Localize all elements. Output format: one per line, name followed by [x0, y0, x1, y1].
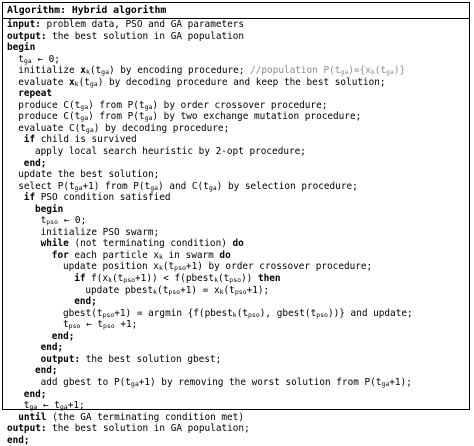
code-line	[7, 134, 469, 146]
code-text: the best solution in GA population	[46, 30, 245, 42]
code-subscript: k	[159, 252, 163, 261]
code-text: ))	[241, 273, 258, 285]
code-text: gbest(t	[63, 307, 103, 319]
code-subscript: ga	[59, 403, 68, 412]
code-line	[7, 19, 469, 31]
code-subscript: pso	[102, 310, 115, 319]
code-text: +1) by order crossover procedure;	[185, 261, 373, 273]
code-keyword: end;	[40, 342, 64, 354]
code-text: t	[23, 400, 30, 412]
code-text: +1) = x	[180, 284, 220, 296]
code-subscript: k	[158, 264, 163, 273]
code-text: (the GA terminating condition met)	[46, 411, 244, 423]
code-subscript: ga	[74, 183, 83, 192]
code-comment: )}	[393, 65, 406, 77]
code-text: ) by decoding procedure and keep the best solution;	[97, 76, 386, 88]
code-keyword: output:	[40, 353, 81, 365]
code-text: the best solution in GA population;	[46, 423, 250, 435]
code-text: initialize PSO swarm;	[40, 226, 160, 238]
code-text: ), gbest(t	[259, 307, 317, 319]
code-text: ← 0;	[31, 53, 60, 65]
code-line	[7, 31, 469, 43]
code-text: t	[40, 215, 47, 227]
code-text: problem data, PSO and GA parameters	[40, 19, 245, 30]
code-line	[7, 215, 469, 227]
code-text: ) by order crossover procedure;	[152, 99, 328, 111]
code-comment: //population P(t	[250, 65, 341, 77]
code-subscript: pso	[168, 287, 181, 296]
code-keyword: end;	[7, 434, 30, 446]
code-text: (t	[89, 65, 102, 77]
code-text: update pbest	[85, 284, 154, 296]
code-subscript: ga	[29, 403, 38, 412]
code-text: update the best solution;	[18, 169, 160, 181]
code-text: ) and C(t	[158, 180, 209, 192]
code-keyword: if	[23, 192, 36, 204]
code-text: child is survived	[35, 134, 137, 146]
code-text: (not terminating condition)	[68, 238, 233, 250]
pseudocode-body	[3, 19, 469, 446]
code-keyword: x	[80, 65, 86, 77]
code-text: +1)) < f(pbest	[135, 273, 215, 285]
code-comment: ga	[340, 68, 349, 77]
code-line	[7, 308, 469, 320]
code-text: +1;	[67, 400, 85, 412]
code-subscript: ga	[85, 125, 94, 134]
code-keyword: end;	[23, 157, 47, 169]
code-text: ) by encoding procedure;	[108, 65, 251, 77]
code-keyword: for	[51, 249, 69, 261]
code-line	[7, 377, 469, 389]
code-text: t	[63, 319, 69, 331]
code-keyword: output:	[7, 423, 47, 435]
code-text: produce C(t	[18, 111, 81, 123]
code-text: ) by two exchange mutation procedure;	[152, 111, 362, 123]
code-keyword: while	[40, 238, 69, 250]
code-line	[7, 296, 469, 308]
code-subscript: k	[219, 287, 224, 296]
code-line	[7, 169, 469, 181]
code-subscript: ga	[101, 68, 109, 77]
code-line	[7, 88, 469, 100]
code-subscript: ga	[89, 79, 98, 88]
code-text: (t	[157, 284, 169, 296]
code-text: PSO condition satisfied	[35, 192, 171, 204]
code-text: (t	[223, 284, 235, 296]
code-comment: ga	[386, 68, 394, 77]
code-line	[7, 146, 469, 158]
code-text: in swarm	[162, 249, 220, 261]
code-comment: (t	[374, 65, 387, 77]
code-text: initialize	[18, 65, 81, 77]
code-line	[7, 250, 469, 262]
code-line	[7, 123, 469, 135]
code-keyword: until	[18, 411, 47, 423]
code-subscript: pso	[174, 264, 186, 273]
code-text: ← t	[37, 400, 60, 412]
code-subscript: ga	[130, 379, 139, 388]
code-line	[7, 389, 469, 401]
code-keyword: output:	[7, 30, 47, 42]
code-line	[7, 238, 469, 250]
code-comment: k	[370, 68, 375, 77]
code-comment: )={x	[348, 65, 371, 77]
code-keyword: if	[23, 134, 36, 146]
code-text: f(x	[85, 273, 109, 285]
code-subscript: pso	[229, 276, 242, 285]
code-subscript: k	[214, 276, 218, 285]
code-subscript: ga	[144, 102, 153, 111]
code-line	[7, 111, 469, 123]
code-keyword: input:	[7, 19, 41, 30]
code-text: t	[18, 53, 24, 65]
code-text: ) from P(t	[88, 111, 145, 123]
code-text: +1;	[114, 319, 138, 331]
code-subscript: ga	[144, 114, 153, 123]
code-text: (t	[111, 273, 124, 285]
code-text: +1) by removing the worst solution from P(t	[138, 376, 382, 388]
code-subscript: k	[85, 68, 90, 77]
code-keyword: if	[74, 273, 86, 285]
code-keyword: begin	[7, 42, 36, 54]
code-line	[7, 319, 469, 331]
code-text: ) from P(t	[88, 99, 145, 111]
code-text: apply local search heuristic by 2-opt procedure;	[35, 146, 306, 158]
code-subscript: pso	[102, 322, 115, 331]
code-subscript: k	[232, 310, 237, 319]
code-subscript: ga	[150, 183, 159, 192]
code-keyword: end;	[51, 330, 75, 342]
code-subscript: pso	[234, 287, 247, 296]
code-text: (t	[78, 76, 90, 88]
code-subscript: pso	[316, 310, 328, 319]
code-line	[7, 42, 469, 54]
code-text: evaluate C(t	[18, 122, 86, 134]
code-text: (t	[217, 273, 230, 285]
code-text: the best solution gbest;	[80, 353, 222, 365]
code-subscript: ga	[381, 379, 390, 388]
code-text: ))} and update;	[327, 307, 413, 319]
code-subscript: pso	[68, 322, 81, 331]
code-subscript: pso	[248, 310, 260, 319]
code-keyword: begin	[35, 203, 64, 215]
code-keyword: repeat	[18, 88, 53, 100]
code-line	[7, 261, 469, 273]
code-text: (t	[162, 261, 175, 273]
code-text: update position x	[63, 261, 159, 273]
algorithm-box	[2, 2, 470, 446]
code-line	[7, 227, 469, 239]
code-line	[7, 65, 469, 77]
code-text: ← 0;	[58, 215, 87, 227]
code-keyword: do	[219, 249, 231, 261]
code-line	[7, 204, 469, 216]
code-text: +1) = argmin {f(pbest	[114, 307, 233, 319]
code-line	[7, 77, 469, 89]
code-text: (t	[236, 307, 249, 319]
code-text: add gbest to P(t	[40, 376, 131, 388]
code-text: +1);	[246, 284, 270, 296]
code-line	[7, 181, 469, 193]
code-text: each particle x	[68, 249, 160, 261]
code-keyword: do	[232, 238, 244, 250]
code-keyword: end;	[74, 296, 97, 308]
code-line	[7, 365, 469, 377]
code-subscript: ga	[208, 183, 217, 192]
code-line	[7, 400, 469, 412]
code-subscript: k	[153, 287, 158, 296]
code-keyword: end;	[23, 388, 47, 400]
code-subscript: k	[74, 79, 79, 88]
code-line	[7, 54, 469, 66]
code-subscript: pso	[123, 276, 136, 285]
code-text: ) by decoding procedure;	[93, 122, 230, 134]
code-line	[7, 192, 469, 204]
code-keyword: x	[69, 76, 75, 88]
code-line	[7, 285, 469, 297]
code-text: +1) from P(t	[82, 180, 151, 192]
code-subscript: ga	[23, 56, 32, 65]
code-line	[7, 331, 469, 343]
code-text: select P(t	[18, 180, 75, 192]
code-subscript: ga	[80, 102, 89, 111]
code-text: produce C(t	[18, 99, 81, 111]
code-line	[7, 423, 469, 435]
code-keyword: then	[257, 273, 281, 285]
code-text: ) by selection procedure;	[216, 180, 358, 192]
code-line	[7, 354, 469, 366]
code-subscript: ga	[80, 114, 89, 123]
code-line	[7, 435, 469, 446]
code-text: ← t	[80, 319, 103, 331]
code-text: evaluate	[18, 76, 69, 88]
code-line	[7, 342, 469, 354]
code-text: +1);	[389, 376, 412, 388]
code-subscript: pso	[46, 218, 58, 227]
code-keyword: end;	[35, 365, 58, 377]
code-line	[7, 273, 469, 285]
algorithm-title: Algorithm: Hybrid algorithm	[3, 3, 469, 19]
code-subscript: k	[108, 276, 112, 285]
code-line	[7, 100, 469, 112]
code-line	[7, 158, 469, 170]
code-line	[7, 412, 469, 424]
